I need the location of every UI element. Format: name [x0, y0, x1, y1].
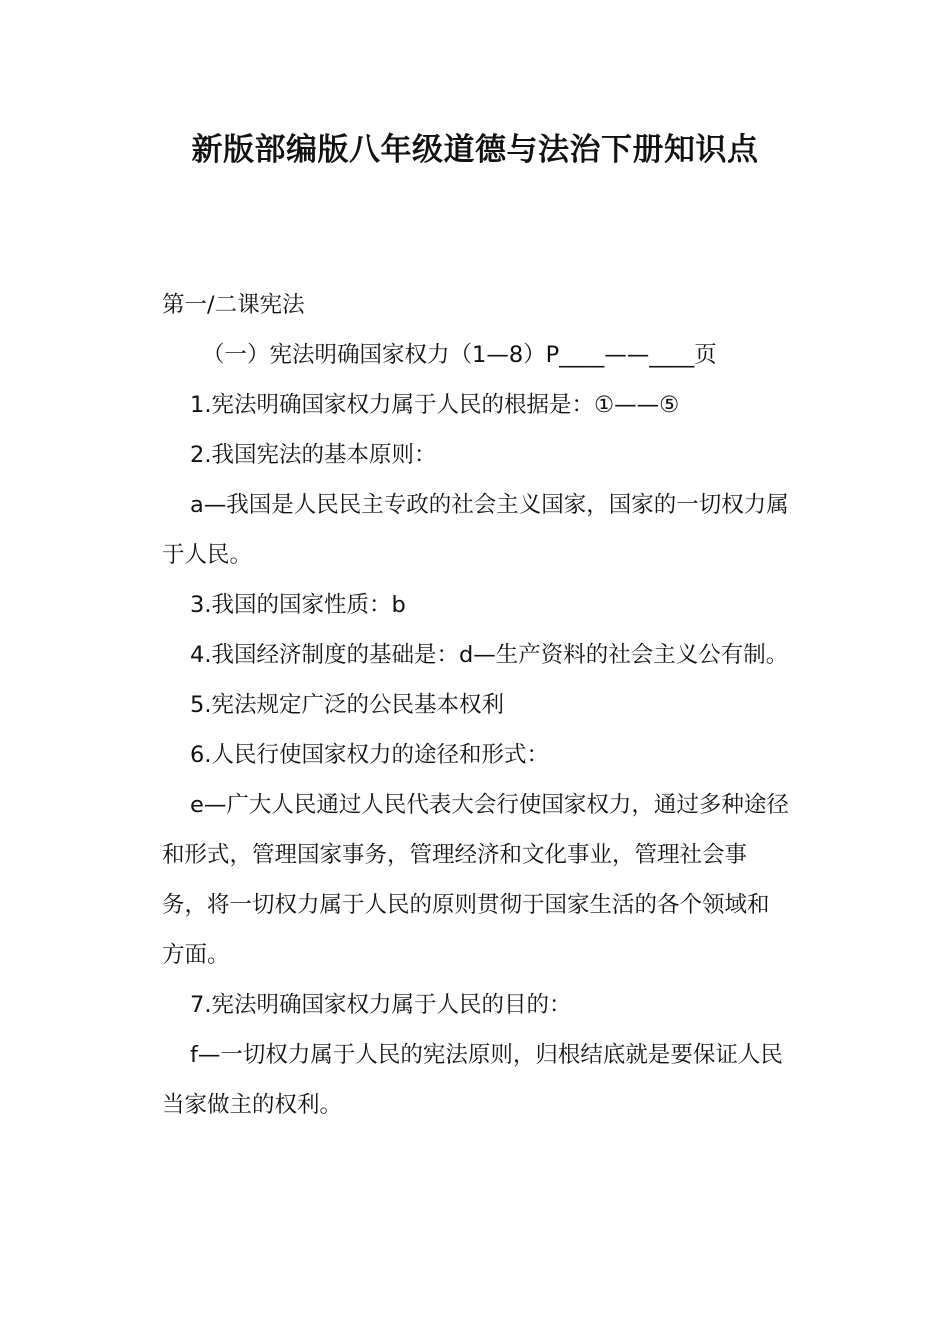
list-item: 1.宪法明确国家权力属于人民的根据是：①——⑤ — [190, 392, 680, 418]
list-item: 3.我国的国家性质：b — [190, 592, 406, 618]
list-item: e—广大人民通过人民代表大会行使国家权力，通过多种途径和形式，管理国家事务，管理经济和文化事业，管理社会事务，将一切权力属于人民的原则贯彻于国家生活的各个领域和方面。 — [162, 792, 789, 968]
subsection-heading: （一）宪法明确国家权力（1—8）P____——____页 — [202, 342, 717, 368]
document-body — [162, 280, 790, 1130]
list-item: 2.我国宪法的基本原则： — [190, 442, 437, 468]
list-item: 5.宪法规定广泛的公民基本权利 — [190, 692, 504, 718]
list-item: a—我国是人民民主专政的社会主义国家，国家的一切权力属于人民。 — [162, 492, 789, 568]
list-item: f—一切权力属于人民的宪法原则，归根结底就是要保证人民当家做主的权利。 — [162, 1042, 783, 1118]
list-item: 4.我国经济制度的基础是：d—生产资料的社会主义公有制。 — [190, 642, 789, 668]
list-item: 7.宪法明确国家权力属于人民的目的： — [190, 992, 572, 1018]
list-item: 6.人民行使国家权力的途径和形式： — [190, 742, 549, 768]
section-heading: 第一/二课宪法 — [162, 292, 305, 318]
document-title: 新版部编版八年级道德与法治下册知识点 — [191, 132, 759, 168]
